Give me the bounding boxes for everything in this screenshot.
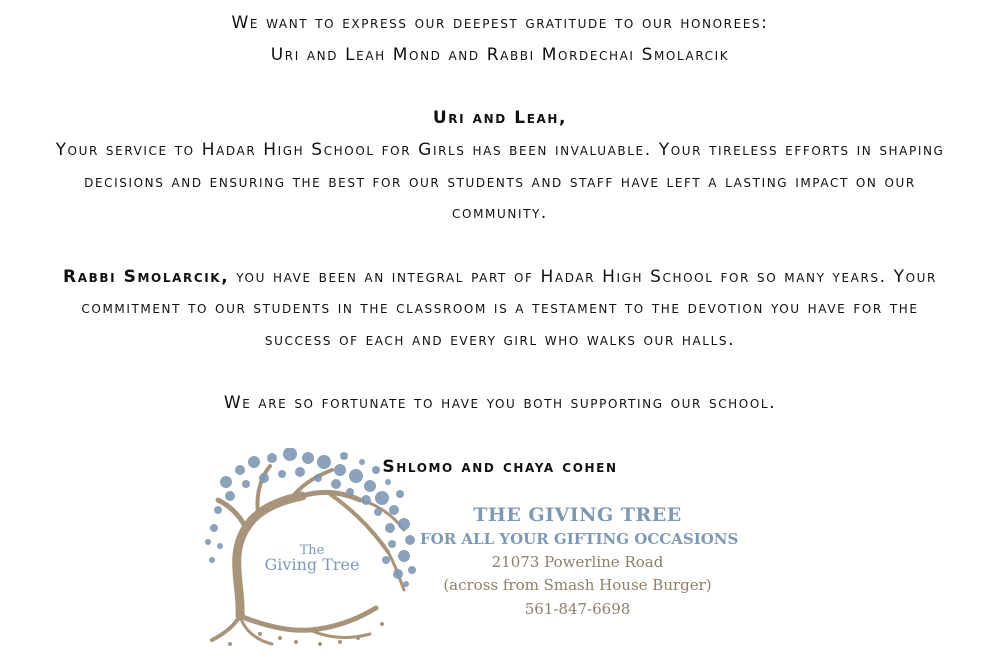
ad-phone: 561-847-6698 xyxy=(524,600,631,618)
paragraph-2-line-2: commitment to our students in the classroom is a testament to the devotion you have for the xyxy=(81,298,919,318)
paragraph-2-line-1-text: you have been an integral part of Hadar High School for so many years. Your xyxy=(229,267,937,287)
paragraph-1-line-2: decisions and ensuring the best for our students and staff have left a lasting impact on our xyxy=(84,172,916,192)
paragraph-1-line-1: Your service to Hadar High School for Girls has been invaluable. Your tireless efforts in shaping xyxy=(55,140,945,160)
logo-text-the: The xyxy=(299,543,325,558)
closing-line: We are so fortunate to have you both supporting our school. xyxy=(223,393,777,413)
ad-landmark: (across from Smash House Burger) xyxy=(443,576,712,594)
ad-address: 21073 Powerline Road xyxy=(491,553,664,571)
intro-line: We want to express our deepest gratitude to our honorees: xyxy=(231,13,769,33)
tree-icon xyxy=(200,448,422,648)
logo-text-giving-tree: Giving Tree xyxy=(264,555,360,574)
ad-title: THE GIVING TREE xyxy=(473,504,682,526)
salutation-rabbi: Rabbi Smolarcik, xyxy=(63,267,230,287)
honorees-line: Uri and Leah Mond and Rabbi Mordechai Smolarcik xyxy=(270,45,730,65)
paragraph-1-line-3: community. xyxy=(452,203,548,223)
ad-tagline: FOR ALL YOUR GIFTING OCCASIONS xyxy=(420,530,739,548)
paragraph-2-line-1 xyxy=(0,267,1000,287)
salutation-uri-leah: Uri and Leah, xyxy=(432,108,568,128)
paragraph-2-line-3: success of each and every girl who walks our halls. xyxy=(264,330,736,350)
giving-tree-logo xyxy=(200,448,422,648)
signature: Shlomo and chaya cohen xyxy=(382,457,618,477)
